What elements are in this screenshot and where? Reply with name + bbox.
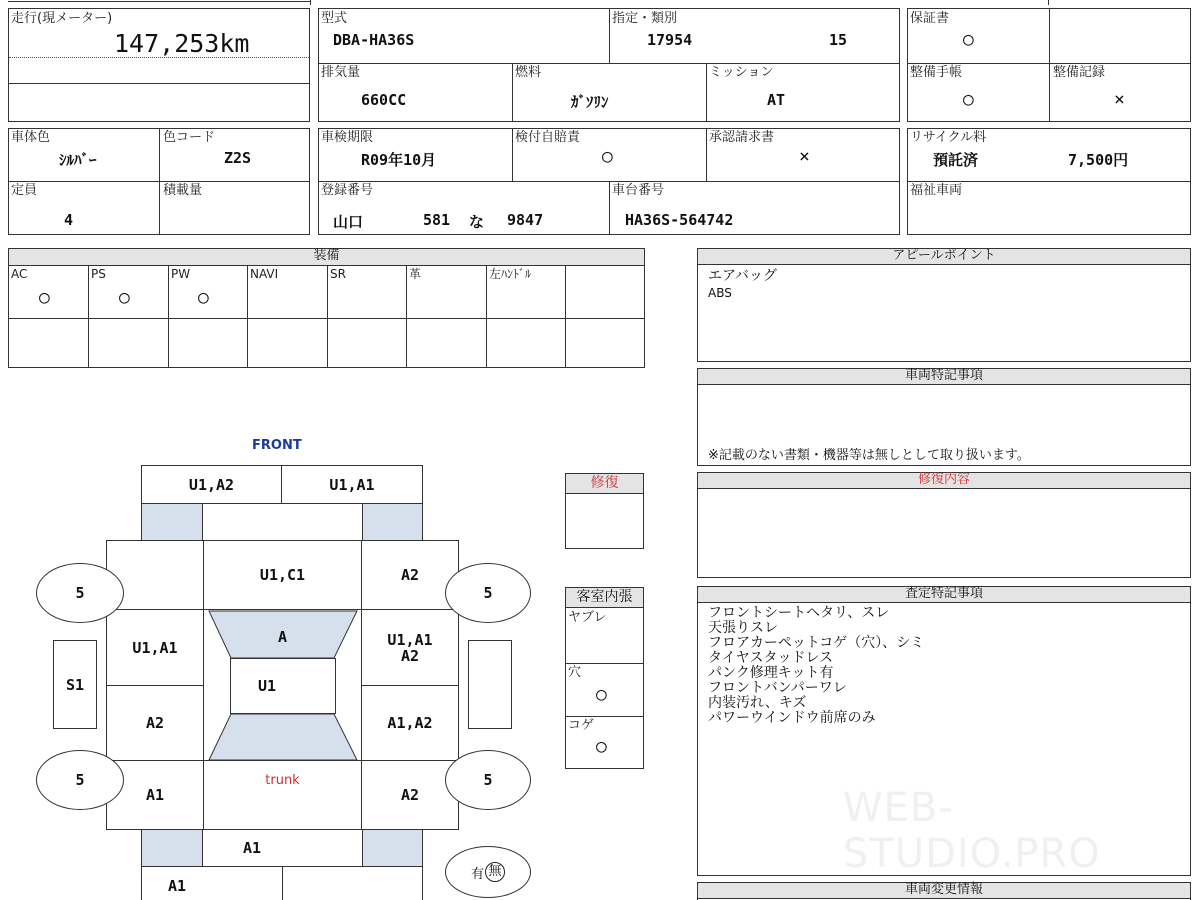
equip-lhd-label: 左ﾊﾝﾄﾞﾙ (489, 267, 532, 281)
capacity-label: 定員 (11, 183, 38, 198)
equip-ps-mark: ○ (119, 287, 130, 308)
burn-mark: ○ (596, 736, 607, 757)
welfare-label: 福祉車両 (910, 183, 963, 198)
equip-ac-label: AC (11, 267, 28, 281)
mileage-value: 147,253km (114, 29, 250, 58)
equip-leather-label: 革 (409, 267, 422, 281)
body-color-box (8, 128, 310, 235)
assessment-line: パワーウインドウ前席のみ (708, 710, 876, 726)
approval-label: 承認請求書 (709, 130, 775, 145)
chassis-label: 車台番号 (612, 183, 665, 198)
color-value: ｼﾙﾊﾞｰ (59, 151, 97, 169)
maint-record-label: 整備記録 (1053, 65, 1106, 80)
rear-right-bumper (282, 866, 423, 900)
repair-box (565, 473, 644, 549)
displacement-value: 660CC (361, 91, 407, 109)
equipment-title: 装備 (9, 249, 644, 266)
recycle-amount: 7,500円 (1068, 151, 1129, 169)
appeal-line: ABS (708, 286, 732, 300)
spare-selected: 無 (485, 862, 505, 882)
tear-label: ヤブレ (568, 610, 607, 625)
cabin (203, 609, 362, 761)
change-info-box (697, 882, 1191, 900)
load-label: 積載量 (163, 183, 203, 198)
interior-box (565, 587, 644, 769)
assessment-line: 天張りスレ (708, 620, 778, 636)
inspection-box (318, 128, 900, 235)
appeal-line: エアバッグ (708, 268, 777, 284)
front-right-door: U1,A1 A2 (361, 609, 459, 686)
rear-glass (209, 714, 357, 760)
trunk (203, 760, 362, 830)
recycle-label: リサイクル料 (910, 130, 987, 145)
color-code-value: Z2S (224, 149, 252, 167)
approval-value: × (799, 146, 810, 167)
insurance-value: ○ (602, 146, 613, 167)
chassis-value: HA36S-564742 (625, 211, 734, 229)
capacity-value: 4 (64, 211, 74, 229)
front-left-door: U1,A1 (106, 609, 204, 686)
reg-place: 山口 (333, 213, 364, 231)
special-title: 車両特記事項 (698, 369, 1190, 385)
watermark: WEB-STUDIO.PRO (843, 785, 1101, 877)
spare-label: 有 (470, 866, 484, 882)
class-value: 15 (829, 31, 848, 49)
roof: U1 (230, 658, 336, 714)
special-notes-box (697, 368, 1191, 466)
equip-ps-label: PS (91, 267, 106, 281)
top-divider (1048, 0, 1049, 5)
front-left-corner (141, 503, 203, 541)
mission-value: AT (767, 91, 786, 109)
expiry-label: 車検期限 (321, 130, 374, 145)
maint-book-label: 整備手帳 (910, 65, 963, 80)
hole-label: 穴 (568, 665, 582, 680)
assessment-line: フロアカーペットコゲ（穴）、シミ (708, 635, 925, 651)
mission-label: ミッション (709, 65, 774, 80)
warranty-label: 保証書 (910, 11, 950, 26)
rear-right-corner (362, 829, 423, 867)
assessment-line: パンク修理キット有 (708, 665, 834, 681)
tire-rear-left: 5 (36, 750, 124, 810)
insurance-label: 検付自賠責 (515, 130, 581, 145)
tire-rear-right: 5 (445, 750, 531, 810)
top-divider (310, 0, 311, 5)
color-code-label: 色コード (163, 130, 216, 145)
front-label: FRONT (252, 438, 302, 453)
left-step: S1 (53, 640, 97, 729)
assessment-line: フロントシートヘタリ、スレ (708, 605, 890, 621)
tire-front-left: 5 (36, 563, 124, 623)
maint-record-value: × (1114, 89, 1125, 110)
model-box (318, 8, 900, 122)
top-border (8, 1, 310, 2)
equip-sr-label: SR (330, 267, 346, 281)
equipment-table (8, 248, 645, 368)
rear-left-bumper: A1 (141, 866, 283, 900)
assessment-title: 査定特記事項 (698, 587, 1190, 603)
assessment-line: フロントバンパーワレ (708, 680, 847, 696)
front-right-fender: A2 (361, 540, 459, 610)
rear-left-corner (141, 829, 203, 867)
recycle-status: 預託済 (933, 151, 979, 169)
reg-number: 9847 (507, 211, 544, 229)
mileage-label: 走行(現メーター) (11, 11, 113, 26)
right-step (468, 640, 512, 729)
interior-title: 客室内張 (566, 588, 643, 608)
equip-navi-label: NAVI (250, 267, 279, 281)
repair-detail-box (697, 472, 1191, 578)
type-label: 型式 (321, 11, 348, 26)
fuel-value: ｶﾞｿﾘﾝ (571, 93, 609, 111)
reg-kana: な (469, 213, 485, 231)
burn-label: コゲ (568, 718, 595, 733)
mileage-box (8, 8, 310, 122)
color-label: 車体色 (11, 130, 51, 145)
front-right-bumper: U1,A1 (281, 465, 423, 504)
assessment-line: 内装汚れ、キズ (708, 695, 807, 711)
assessment-line: タイヤスタッドレス (708, 650, 834, 666)
designation-value: 17954 (647, 31, 693, 49)
front-left-bumper: U1,A2 (141, 465, 282, 504)
displacement-label: 排気量 (321, 65, 361, 80)
repair-title: 修復 (566, 474, 643, 494)
designation-label: 指定・類別 (612, 11, 678, 26)
warranty-box (907, 8, 1191, 122)
change-info-title: 車両変更情報 (698, 883, 1190, 899)
rear-right-quarter: A2 (361, 760, 459, 830)
rear-left-quarter: A1 (106, 760, 204, 830)
hood: U1,C1 (203, 540, 362, 610)
type-value: DBA-HA36S (333, 31, 415, 49)
reg-class: 581 (423, 211, 451, 229)
appeal-title: アピールポイント (698, 249, 1190, 265)
special-note: ※記載のない書類・機器等は無しとして取り扱います。 (708, 448, 1030, 463)
repair-detail-title: 修復内容 (698, 473, 1190, 489)
maint-book-value: ○ (963, 89, 974, 110)
rear-left-door: A2 (106, 685, 204, 761)
equip-pw-label: PW (171, 267, 191, 281)
front-right-corner (362, 503, 423, 541)
rear-right-door: A1,A2 (361, 685, 459, 761)
trunk-label: trunk (265, 773, 300, 788)
appeal-box (697, 248, 1191, 362)
car-diagram (0, 430, 560, 900)
expiry-value: R09年10月 (361, 151, 437, 169)
fuel-label: 燃料 (515, 65, 542, 80)
spare-tire (445, 846, 531, 898)
back-panel: A1 (202, 829, 363, 867)
hole-mark: ○ (596, 684, 607, 705)
equip-pw-mark: ○ (198, 287, 209, 308)
equip-ac-mark: ○ (39, 287, 50, 308)
recycle-box (907, 128, 1191, 235)
windshield-label: A (277, 628, 288, 646)
tire-front-right: 5 (445, 563, 531, 623)
reg-label: 登録番号 (321, 183, 374, 198)
warranty-value: ○ (963, 29, 974, 50)
